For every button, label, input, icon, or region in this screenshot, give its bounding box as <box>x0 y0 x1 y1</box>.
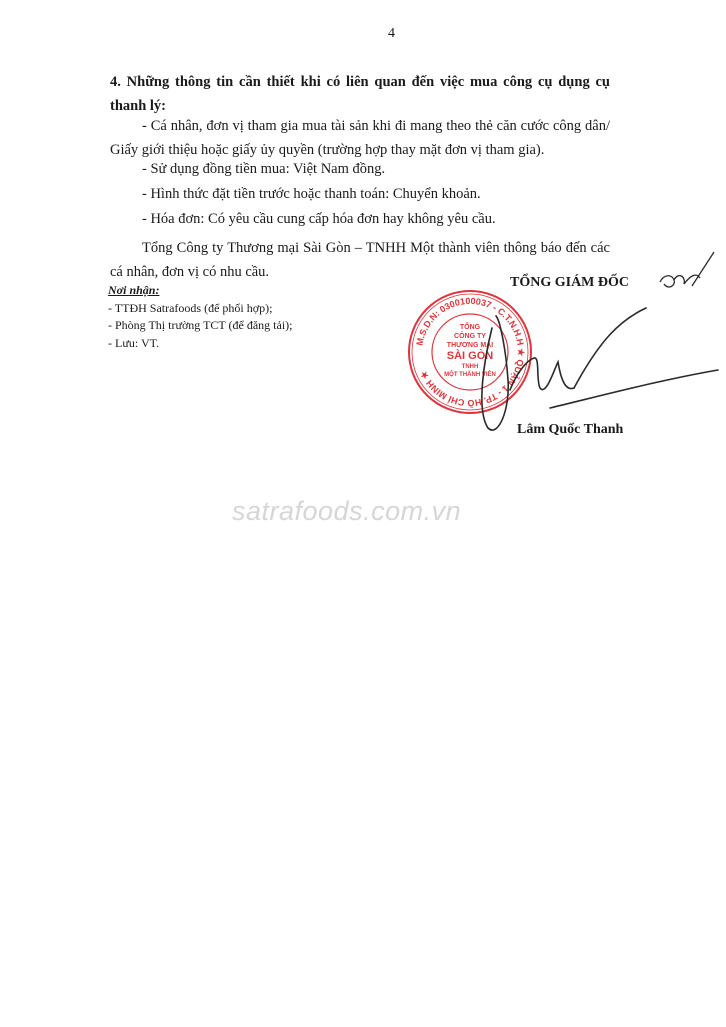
recipients-block <box>108 282 368 352</box>
section-heading: 4. Những thông tin cần thiết khi có liên quan đến việc mua công cụ dụng cụ thanh lý: <box>110 74 610 114</box>
watermark: satrafoods.com.vn <box>232 496 462 526</box>
recipient-item: - TTĐH Satrafoods (để phối hợp); <box>108 300 273 315</box>
svg-text:M.S.D.N: 0300100037 - C.T.N.H.: M.S.D.N: 0300100037 - C.T.N.H.H ★ QUẬN 1 - TP. HỒ CHÍ MINH ★ <box>414 295 527 409</box>
signature <box>470 300 720 440</box>
bullet-currency: - Sử dụng đồng tiền mua: Việt Nam đồng. <box>142 161 386 177</box>
svg-text:TNHH: TNHH <box>461 364 479 370</box>
svg-text:THƯƠNG MẠI: THƯƠNG MẠI <box>446 342 494 349</box>
initials-mark <box>656 246 716 294</box>
svg-text:MỘT THÀNH VIÊN: MỘT THÀNH VIÊN <box>444 372 496 378</box>
recipients-title: Nơi nhận: <box>108 283 160 297</box>
bullet-invoice: - Hóa đơn: Có yêu cầu cung cấp hóa đơn hay không yêu cầu. <box>142 211 496 227</box>
recipient-item: - Lưu: VT. <box>108 335 160 350</box>
svg-text:CÔNG TY: CÔNG TY <box>454 333 486 340</box>
bullet-payment-method: - Hình thức đặt tiền trước hoặc thanh toán: Chuyển khoản. <box>142 186 481 202</box>
signer-name: Lâm Quốc Thanh <box>517 422 624 437</box>
svg-text:SÀI GÒN: SÀI GÒN <box>446 350 494 362</box>
paragraph-id-requirements: - Cá nhân, đơn vị tham gia mua tài sản khi đi mang theo thẻ căn cước công dân/ Giấy giới thiệu hoặc giấy ủy quyền (trường hợp thay mặt đơn vị tham gia). <box>110 118 610 158</box>
page-number: 4 <box>388 26 395 41</box>
signer-title: TỔNG GIÁM ĐỐC <box>510 275 629 290</box>
svg-text:TỔNG: TỔNG <box>459 324 481 331</box>
closing-paragraph: Tổng Công ty Thương mại Sài Gòn – TNHH Một thành viên thông báo đến các cá nhân, đơn vị có nhu cầu. <box>110 240 610 280</box>
recipient-item: - Phòng Thị trường TCT (để đăng tải); <box>108 318 293 332</box>
